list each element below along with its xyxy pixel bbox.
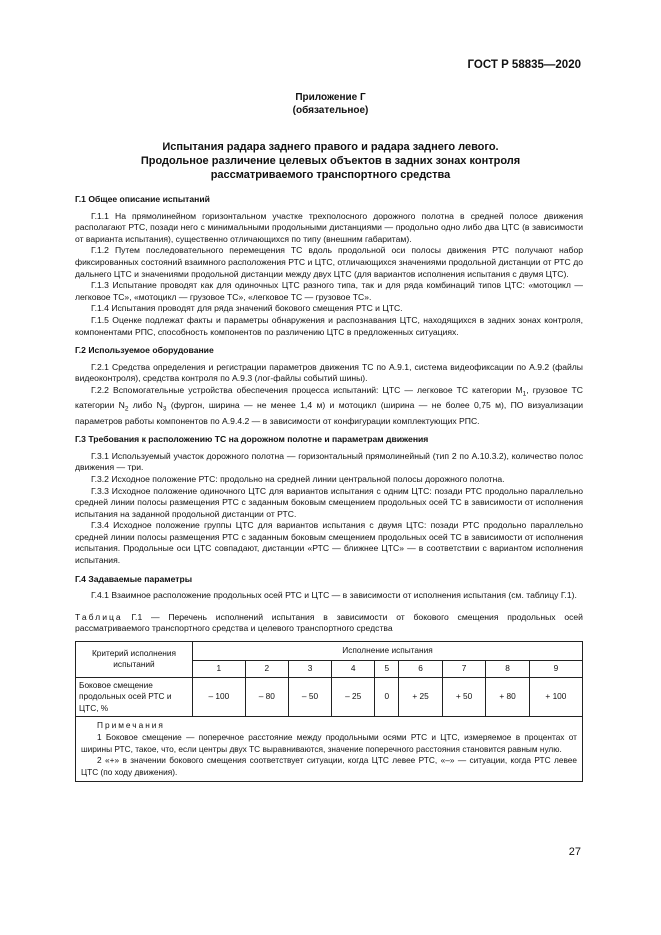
subscript: 3 xyxy=(162,405,167,413)
paragraph: Г.1.4 Испытания проводят для ряда значений бокового смещения РТС и ЦТС. xyxy=(91,303,403,314)
subscript: 1 xyxy=(522,390,527,398)
table-cell: – 80 xyxy=(245,677,288,717)
table-cell: + 25 xyxy=(399,677,443,717)
variant-number: 4 xyxy=(332,661,375,678)
table-notes xyxy=(76,717,583,782)
paragraph: Г.3.3 Исходное положение одиночного ЦТС для вариантов испытания с одним ЦТС: позади РТС продольно параллельно средней линии полосы размещения РТС с заданным боковым смещением продольных осей ТС в зависимости от исполнения испытания на заданной продольной дистанции от РТС. xyxy=(75,485,583,519)
appendix-status: (обязательное) xyxy=(292,105,369,116)
paragraph: Г.2.1 Средства определения и регистрации параметров движения ТС по А.9.1, система видеофиксации по А.9.2 (файлы видеоконтроля), средства контроля по А.9.3 (лог-файлы событий шины). xyxy=(75,361,583,384)
variants-table xyxy=(75,641,583,782)
title-line-3: рассматриваемого транспортного средства xyxy=(210,169,451,181)
variant-number: 2 xyxy=(245,661,288,678)
section-heading: Г.3 Требования к расположению ТС на дорожном полотне и параметрам движения xyxy=(75,434,429,445)
paragraph: Г.1.2 Путем последовательного перемещения ТС вдоль продольной оси полосы движения РТС получают набор фиксированных состояний взаимного расположения РТС и ЦТС, отличающихся значениями продольной дистанции от РТС до дальнего ЦТС и значениями продольной дистанции между двух ЦТС (для вариантов исполнения испытания с двумя ЦТС). xyxy=(75,245,583,279)
body-text xyxy=(75,194,583,782)
table-cell: + 80 xyxy=(486,677,530,717)
table-cell: + 50 xyxy=(442,677,486,717)
paragraph: Г.1.3 Испытание проводят как для одиночных ЦТС разного типа, так и для ряда комбинаций типов ЦТС: «мотоцикл — легковое ТС», «мотоцикл — грузовое ТС», «легковое ТС — грузовое ТС». xyxy=(75,280,583,302)
variant-number: 9 xyxy=(529,661,582,678)
variant-number: 8 xyxy=(486,661,530,678)
paragraph: Г.3.1 Используемый участок дорожного полотна — горизонтальный прямолинейный (тип 2 по А.10.3.2), количество полос движения — три. xyxy=(75,450,583,473)
variant-number: 3 xyxy=(288,661,331,678)
section-heading: Г.2 Используемое оборудование xyxy=(75,345,214,356)
table-notes-row xyxy=(76,717,583,782)
section-heading: Г.1 Общее описание испытаний xyxy=(75,194,210,204)
notes-title: Примечания xyxy=(97,720,165,731)
table-cell: – 100 xyxy=(193,677,246,717)
appendix-title xyxy=(0,140,661,182)
row-label: Боковое смещение продольных осей РТС и ЦТС, % xyxy=(76,677,193,717)
note: 2 «+» в значении бокового смещения соответствует ситуации, когда ЦТС левее РТС, «–» — ситуации, когда РТС левее ЦТС (по ходу движения). xyxy=(81,755,577,777)
paragraph: Г.1.5 Оценке подлежат факты и параметры обнаружения и распознавания ЦТС, находящихся в задних зонах контроля, компонентами РПС, способность компонентов по различению ЦТС в предложенных ситуациях. xyxy=(75,314,583,337)
text-run: (фургон, ширина — не менее 1,4 м) и мотоцикл (ширина — не более 0,75 м), ПО визуализации параметров работы компонентов по А.9.4.2 — в зависимости от конфигурации комплектующих РПС. xyxy=(75,400,584,426)
text-run: либо N xyxy=(128,400,163,411)
table-cell: 0 xyxy=(375,677,399,717)
header-variants: Исполнение испытания xyxy=(193,642,583,661)
section-heading: Г.4 Задаваемые параметры xyxy=(75,573,193,584)
page-number: 27 xyxy=(568,846,581,858)
note: 1 Боковое смещение — поперечное расстояние между продольными осями РТС и ЦТС, измеряемое в процентах от ширины РТС, такое, что, если центры двух ТС выравниваются, значение поперечного расстояния становится равным нулю. xyxy=(81,732,577,754)
table-caption-word: Таблица xyxy=(75,611,123,622)
appendix-label: Приложение Г xyxy=(295,92,366,103)
subscript: 2 xyxy=(124,405,129,413)
paragraph: Г.3.2 Исходное положение РТС: продольно на средней линии центральной полосы дорожного полотна. xyxy=(91,473,505,484)
text-run: , грузовое ТС категории N xyxy=(75,384,583,411)
table-cell: – 25 xyxy=(332,677,375,717)
table-cell: + 100 xyxy=(529,677,582,717)
variant-number: 5 xyxy=(375,661,399,678)
variant-number: 7 xyxy=(442,661,486,678)
table-cell: – 50 xyxy=(288,677,331,717)
paragraph: Г.1.1 На прямолинейном горизонтальном участке трехполосного дорожного полотна в средней полосе движения располагают РТС, позади него с минимальными продольными дистанциями — продольно одно либо два ЦТС (в зависимости от варианта испытания), существенно отличающихся по типу (внешним габаритам). xyxy=(75,210,583,244)
variant-number: 6 xyxy=(399,661,443,678)
title-line-2: Продольное различение целевых объектов в задних зонах контроля xyxy=(140,155,521,167)
variant-number: 1 xyxy=(193,661,246,678)
header-criterion: Критерий исполнения испытаний xyxy=(76,642,193,678)
document-id: ГОСТ Р 58835—2020 xyxy=(467,59,581,71)
title-line-1: Испытания радара заднего правого и радара заднего левого. xyxy=(162,141,499,153)
table-caption-text: Г.1 — Перечень исполнений испытания в зависимости от бокового смещения продольных осей рассматриваемого транспортного средства и целевого транспортного средства xyxy=(75,611,583,634)
table-header-row xyxy=(76,642,583,661)
text-run: Г.2.2 Вспомогательные устройства обеспечения процесса испытаний: ЦТС — легковое ТС категории М xyxy=(91,384,523,395)
paragraph: Г.3.4 Исходное положение группы ЦТС для вариантов испытания с двумя ЦТС: позади РТС продольно параллельно средней линии полосы размещения РТС с заданным боковым смещением продольных осей ТС в зависимости от исполнения испытания. Продольные оси ЦТС совпадают, дистанции «РТС — ближнее ЦТС» — в соответствии с вариантом исполнения испытания. xyxy=(75,520,583,566)
table-row xyxy=(76,677,583,717)
paragraph xyxy=(75,385,583,427)
table-caption xyxy=(75,612,583,635)
paragraph: Г.4.1 Взаимное расположение продольных осей РТС и ЦТС — в зависимости от исполнения испытания (см. таблицу Г.1). xyxy=(91,590,577,601)
